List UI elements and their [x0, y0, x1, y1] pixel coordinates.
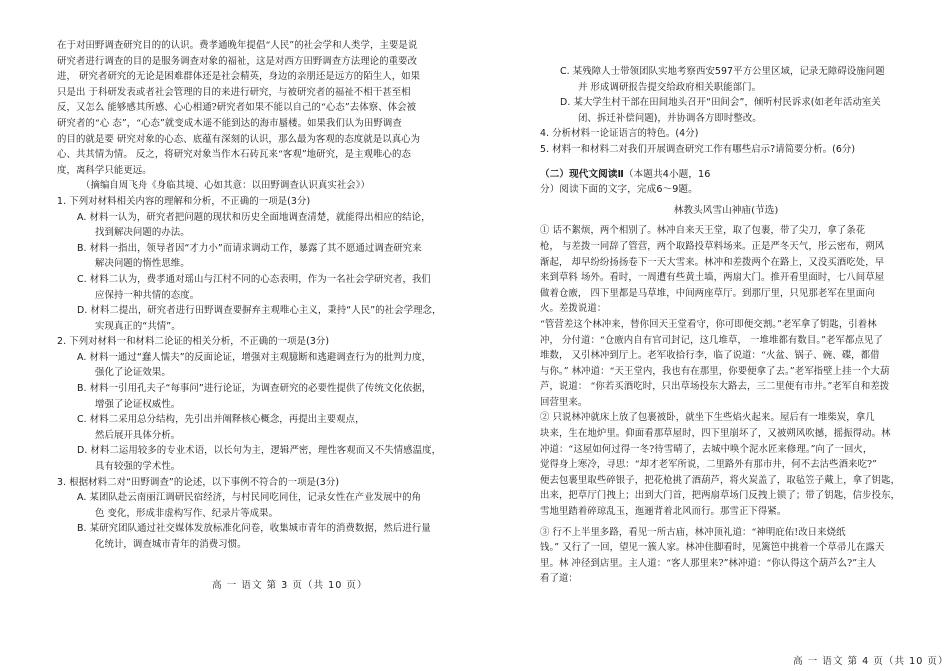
question-3 — [57, 475, 455, 553]
section-heading-bold: （二）现代文阅读Ⅱ — [540, 168, 624, 180]
option-b-cont: 解决问题的惰性思维。 — [95, 258, 190, 270]
right-page — [540, 64, 912, 587]
story-line: 芦，说道： “你若买酒吃时，只出草场投东大路去，三二里便有市井。”老军自和差拨 — [540, 381, 890, 393]
question-3-continued — [540, 64, 912, 126]
option-b-cont: 化统计，调查城市青年的消费习惯。 — [95, 539, 247, 550]
question-1 — [57, 194, 455, 334]
option-a-cont: 色 变化，形成非虚构写作、纪录片等成果。 — [95, 507, 279, 519]
page-footer-left: 高 一 语文 第 3 页（共 10 页） — [212, 580, 368, 591]
story-line: 钱。” 又行了一回，望见一簇人家。林冲住脚看时，见篱笆中挑着一个草帚儿在露天 — [540, 542, 885, 554]
page-footer-right: 高 一 语文 第 4 页（共 10 页） — [793, 656, 949, 667]
passage-line: 的目的就是要 研究对象的心态、底蕴有深刻的认识，那么最为客观的态度就是以真心为 — [57, 133, 421, 145]
option-d-cont: 实现真正的“共情”。 — [95, 320, 181, 332]
option-d: D. 材料二运用较多的专业术语，以长句为主，逻辑严密，理性客观而又不失情感温度， — [77, 445, 442, 457]
option-a: A. 某团队赴云南丽江调研民宿经济，与村民同吃同住，记录女性在产业发展中的角 — [77, 492, 422, 504]
option-d: D. 某大学生村干部在田间地头召开“田间会”，倾听村民诉求(如老年活动室关 — [560, 97, 881, 109]
passage-line: 研究者的“心 态”，“心态”就变成木遥不能到达的海市蜃楼。如果我们认为田野调查 — [57, 117, 402, 129]
question-2 — [57, 334, 455, 474]
story-line: 觉得身上寒冷，寻思：“却才老军所说，二里路外有那市井，何不去沽些酒来吃?” — [540, 459, 878, 471]
story-line: 看了道： — [540, 573, 578, 585]
story-line: 雪地里踏着碎琼乱玉，迤逦背着北风而行。那雪正下得紧。 — [540, 506, 787, 518]
passage-line: 只是出 于科研发表或者社会管理的目的来进行研究，与被研究者的福祉不相干甚至相 — [57, 86, 411, 98]
option-b: B. 材料一引用孔夫子“每事问”进行论证，为调查研究的必要性提供了传统文化依据， — [77, 383, 432, 395]
question-4: 4. 分析材料一论证语言的特色。(4分) — [540, 128, 699, 140]
option-a-cont: 找到解决问题的办法。 — [95, 227, 190, 239]
option-c-cont: 然后展开具体分析。 — [95, 429, 181, 441]
question-stem: 2. 下列对材料一和材料二论证的相关分析，不正确的一项是(3分) — [57, 336, 330, 348]
story-line: 回营里来。 — [540, 396, 588, 408]
option-d: D. 材料二提出，研究者进行田野调查要摒弃主观唯心主义，秉持“人民”的社会学理念， — [77, 305, 442, 317]
question-stem: 3. 根据材料二对“田野调查”的论述，以下事例不符合的一项是(3分) — [57, 476, 340, 488]
story-line: 出来，把草厅门拽上；出到大门首，把两扇草场门反拽上锁了；带了钥匙，信步投东， — [540, 490, 901, 502]
option-a: A. 材料一认为，研究者把问题的现状和历史全面地调查清楚，就能得出相应的结论， — [77, 211, 431, 223]
story-line: ③ 行不上半里多路，看见一所古庙，林冲顶礼道：“神明庇佑!改日来烧纸 — [540, 526, 846, 538]
option-c-cont: 应保持一种共情的态度。 — [95, 289, 200, 301]
story-line: “管营差这个林冲来，替你回天王堂看守，你可即便交割。”老军拿了钥匙，引着林 — [540, 318, 877, 330]
question-stem: 1. 下列对材料相关内容的理解和分析，不正确的一项是(3分) — [57, 195, 311, 207]
story-line: ① 话不絮烦，两个相别了。林冲自来天王堂，取了包裹，带了尖刀，拿了条花 — [540, 225, 866, 237]
story-line: 块来，生在地炉里。仰面看那草屋时，四下里崩坏了，又被朔风吹撼，摇振得动。林 — [540, 428, 891, 440]
passage-line: 在于对田野调查研究目的的认识。费孝通晚年提倡“人民”的社会学和人类学，主要是说 — [57, 40, 418, 51]
story-text — [540, 223, 912, 587]
story-line: 做着仓廒， 四下里都是马草堆，中间两座草厅。到那厅里，只见那老军在里面向 — [540, 287, 875, 299]
passage-line: 进， 研究者研究的无论是困难群体还是社会精英，身边的亲朋还是远方的陌生人，如果 — [57, 71, 421, 83]
story-line: 枪， 与差拨一同辞了管营，两个取路投草料场来。正是严冬天气，彤云密布，朔风 — [540, 240, 885, 252]
section-heading-rest: （本题共4小题，16 — [623, 168, 711, 180]
story-line: 冲， 分付道：“仓廒内自有官司封记，这几堆草， 一堆堆都有数目。”老军都点见了 — [540, 334, 883, 346]
passage-line: 反，又怎么 能够感其所感、心心相通?研究者如果不能以自己的“心态”去体察、体会被 — [57, 102, 417, 114]
story-line: 冲道：“这屋如何过得一冬?待雪晴了，去城中唤个泥水匠来修理。”向了一回火， — [540, 443, 873, 455]
option-b-cont: 增强了论证权威性。 — [95, 398, 181, 410]
section-instructions: 分）阅读下面的文字，完成6～9题。 — [540, 184, 698, 196]
option-d-cont: 闭、拆迁补偿问题)，并协调各方即时整改。 — [578, 112, 762, 124]
story-line: 里。林 冲径到店里。主人道：“客人那里来?”林冲道：“你认得这个葫芦么?”主人 — [540, 557, 877, 569]
story-line: 与你。” 林冲道：“天王堂内，我也有在那里，你要便拿了去。”老军指壁上挂一个大葫 — [540, 365, 890, 377]
option-b: B. 材料一指出，领导者因“才力小”而请求调动工作，暴露了其不愿通过调查研究来 — [77, 242, 422, 254]
left-page — [57, 38, 455, 553]
option-a: A. 材料一通过“蠢人懦夫”的反面论证，增强对主观臆断和逃避调查行为的批判力度， — [77, 351, 432, 363]
option-b: B. 某研究团队通过社交媒体发放标准化问卷，收集城市青年的消费数据，然后进行量 — [77, 523, 431, 535]
story-line: 便去包裹里取些碎银子，把花枪挑了酒葫芦，将火炭盖了，取毡笠子戴上，拿了钥匙， — [540, 474, 901, 486]
option-a-cont: 强化了论证效果。 — [95, 367, 171, 379]
section-heading — [540, 167, 912, 183]
story-title: 林教头风雪山神庙(节选) — [673, 204, 779, 216]
passage-line: 度，离科学只能更远。 — [57, 164, 152, 176]
passage-line: 心、共其情为情。 反之，将研究对象当作木石砖瓦来“客观”地研究，是主观唯心的态 — [57, 149, 411, 161]
story-line: 渐起， 却早纷纷扬扬卷下一天大雪来。林冲和差拨两个在路上，又没买酒吃处，早 — [540, 256, 885, 268]
story-line: 火。差拨说道： — [540, 303, 607, 315]
option-c-cont: 并 形成调研报告提交给政府相关职能部门。 — [578, 81, 762, 93]
passage-line: 研究者进行调查的目的是服务调查对象的福祉，这是对西方田野调查方法理论的重要改 — [57, 55, 418, 67]
option-c: C. 材料二采用总分结构，先引出并阐释核心概念，再提出主要观点， — [77, 414, 365, 426]
question-5: 5. 材料一和材料二对我们开展调查研究工作有哪些启示?请简要分析。(6分) — [540, 143, 856, 155]
option-c: C. 材料二认为，费孝通对瑶山与江村不同的心态表明，作为一名社会学研究者，我们 — [77, 273, 431, 285]
option-d-cont: 具有较强的学术性。 — [95, 461, 181, 473]
passage-continuation — [57, 38, 455, 178]
story-line: ② 只说林冲就床上放了包裹被卧，就坐下生些焰火起来。屋后有一堆柴炭，拿几 — [540, 412, 875, 424]
passage-source: （摘编自周飞舟《身临其境、心如其意：以田野调查认识真实社会》） — [81, 180, 371, 192]
option-c: C. 某残障人士带领团队实地考察西安597平方公里区域，记录无障碍设施问题 — [560, 66, 885, 77]
story-line: 来到草料 场外。看时，一周遭有些黄土墙，两扇大门。推开看里面时，七八间草屋 — [540, 272, 885, 284]
story-line: 堆数， 又引林冲到厅上。老军收拾行李，临了说道：“火盆、锅子、碗、碟，都借 — [540, 350, 880, 362]
